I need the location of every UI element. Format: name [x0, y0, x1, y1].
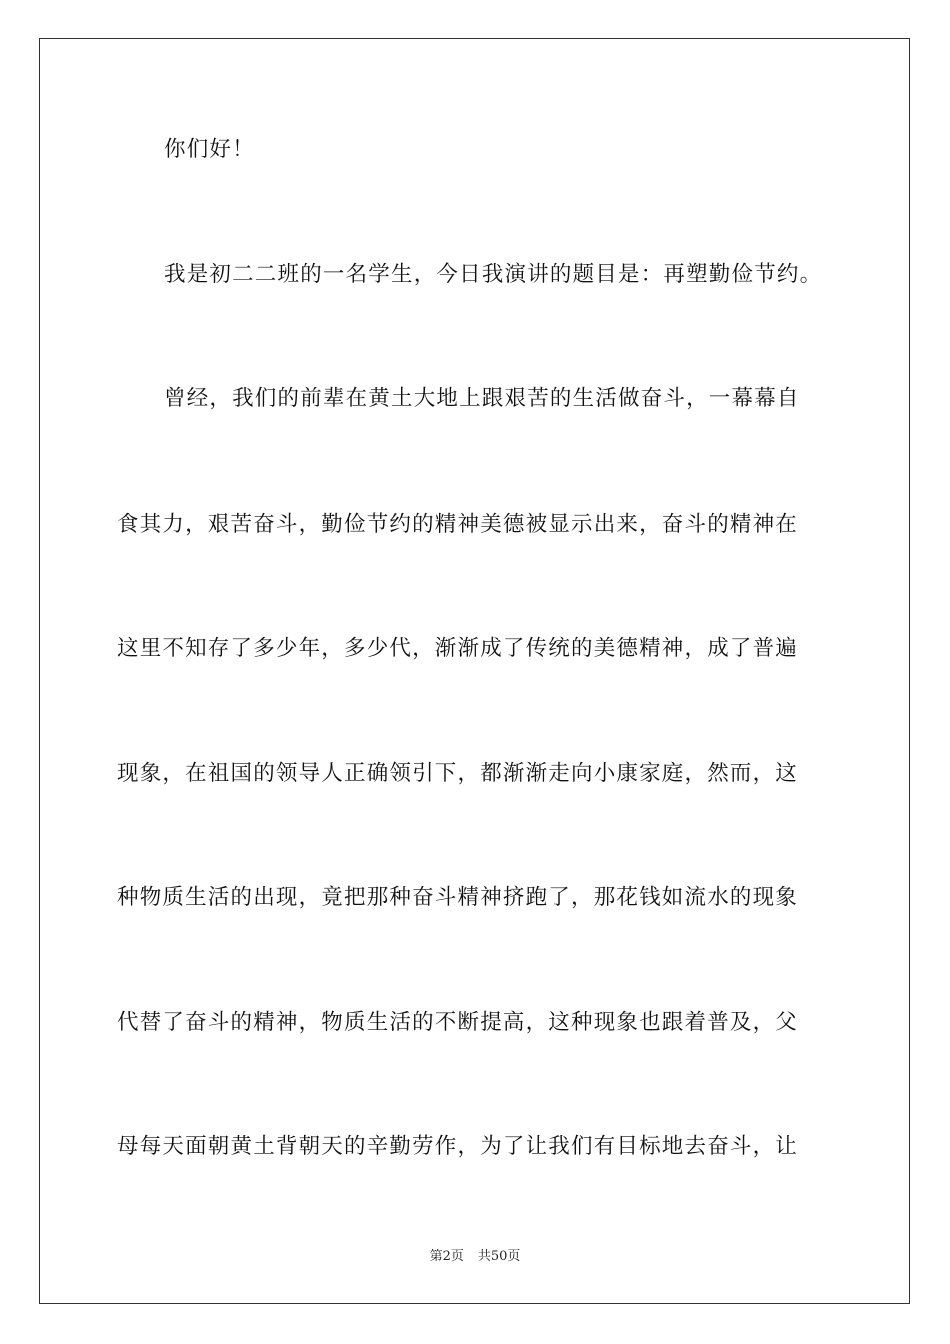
- paragraph-line: 代替了奋斗的精神，物质生活的不断提高，这种现象也跟着普及，父: [117, 1010, 799, 1035]
- page-total: 共50页: [477, 1249, 521, 1264]
- paragraph-line: 种物质生活的出现，竟把那种奋斗精神挤跑了，那花钱如流水的现象: [117, 885, 799, 910]
- paragraph-line: 现象，在祖国的领导人正确领引下，都渐渐走向小康家庭，然而，这: [117, 761, 799, 786]
- paragraph-line: 母每天面朝黄土背朝天的辛勤劳作，为了让我们有目标地去奋斗，让: [117, 1134, 799, 1159]
- paragraph-line: 食其力，艰苦奋斗，勤俭节约的精神美德被显示出来，奋斗的精神在: [117, 512, 799, 537]
- page-border: [39, 38, 910, 1304]
- page-footer: [0, 1248, 950, 1266]
- paragraph-line: 这里不知存了多少年，多少代，渐渐成了传统的美德精神，成了普遍: [117, 636, 799, 661]
- paragraph-line: 我是初二二班的一名学生，今日我演讲的题目是：再塑勤俭节约。: [164, 262, 823, 287]
- page-number: 第2页: [429, 1249, 464, 1264]
- paragraph-line: 曾经，我们的前辈在黄土大地上跟艰苦的生活做奋斗，一幕幕自: [164, 386, 800, 411]
- greeting-line: 你们好！: [164, 137, 255, 162]
